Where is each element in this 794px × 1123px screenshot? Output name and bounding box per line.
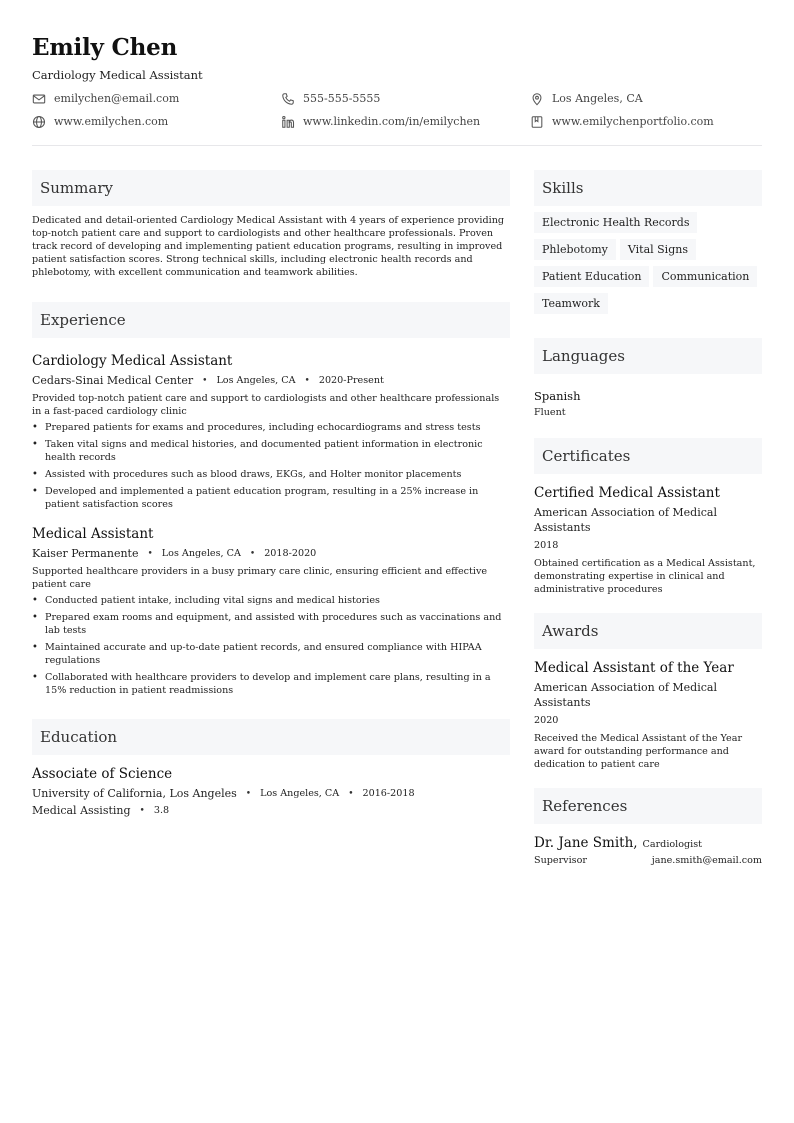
job-description: Supported healthcare providers in a busy primary care clinic, ensuring efficient and effective patient care [32,566,488,590]
bullet-item: • Developed and implemented a patient education program, resulting in a 25% increase in patient satisfaction scores [32,486,479,510]
contact-phone[interactable] [281,91,530,107]
award-description: Received the Medical Assistant of the Year award for outstanding performance and dedication to patient care [534,733,743,770]
job-company: Cedars-Sinai Medical Center [32,374,194,387]
skill-tag: Communication [653,266,757,287]
right-column [534,170,762,866]
linkedin-text: www.linkedin.com/in/emilychen [303,115,481,128]
contact-website[interactable] [32,114,281,130]
bullet-item: • Conducted patient intake, including vital signs and medical histories [32,595,380,606]
summary-heading: Summary [32,170,510,206]
reference-row [534,834,762,852]
email-text: emilychen@email.com [54,92,180,105]
bullet-item: • Prepared exam rooms and equipment, and assisted with procedures such as vaccinations and lab tests [32,612,502,636]
certificates-heading: Certificates [534,438,762,474]
bullet-item: • Taken vital signs and medical histories, and documented patient information in electronic health records [32,439,483,463]
job-dates: 2018-2020 [264,548,317,559]
contact-location [530,91,762,107]
job-entry [32,352,510,511]
linkedin-icon [281,115,295,129]
job-description: Provided top-notch patient care and support to cardiologists and other healthcare professionals in a fast-paced cardiology clinic [32,393,500,417]
school-location: Los Angeles, CA [260,788,340,799]
certificate-title: Certified Medical Assistant [534,485,720,501]
separator-dot: • [147,548,153,559]
certificate-org: American Association of Medical Assistants [534,506,717,534]
award-title: Medical Assistant of the Year [534,660,734,676]
education-heading: Education [32,719,510,755]
globe-icon [32,115,46,129]
map-pin-icon [530,92,544,106]
left-column [32,170,510,817]
separator-dot: • [139,805,145,816]
job-location: Los Angeles, CA [161,548,241,559]
skills-heading: Skills [534,170,762,206]
skills-list [534,212,762,320]
reference-relation: Supervisor [534,855,587,866]
experience-heading: Experience [32,302,510,338]
job-title: Cardiology Medical Assistant [32,353,233,369]
phone-text: 555-555-5555 [303,92,381,105]
mail-icon [32,92,46,106]
award-org: American Association of Medical Assistants [534,681,717,709]
phone-icon [281,92,295,106]
website-text: www.emilychen.com [54,115,169,128]
bullet-item: • Maintained accurate and up-to-date patient records, and ensured compliance with HIPAA regulations [32,642,482,666]
award-year: 2020 [534,715,559,726]
job-company: Kaiser Permanente [32,547,139,560]
skill-tag: Electronic Health Records [534,212,697,233]
skill-tag: Vital Signs [620,239,696,260]
separator-dot: • [202,375,208,386]
gpa-value: 3.8 [153,805,170,816]
header-divider [32,145,762,146]
contact-email[interactable] [32,91,281,107]
reference-name: Dr. Jane Smith, [534,835,638,851]
education-meta [32,787,510,800]
language-name: Spanish [534,389,581,403]
bullet-item: • Collaborated with healthcare providers to develop and implement care plans, resulting in a 15% reduction in patient readmissions [32,672,491,696]
contact-portfolio[interactable] [530,114,762,130]
job-location: Los Angeles, CA [216,375,296,386]
reference-details [534,855,762,866]
bullet-item: • Prepared patients for exams and procedures, including echocardiograms and stress tests [32,422,481,433]
summary-text: Dedicated and detail-oriented Cardiology Medical Assistant with 4 years of experience providing top-notch patient care and support to cardiologists and other healthcare professionals. Proven track record of developing and implementing patient education programs, resulting in improved patient satisfaction scores. Strong technical skills, including electronic health records and phlebotomy, with excellent communication and teamwork abilities. [32,215,505,278]
separator-dot: • [245,788,252,799]
awards-heading: Awards [534,613,762,649]
languages-heading: Languages [534,338,762,374]
skill-tag: Patient Education [534,266,649,287]
job-meta [32,547,510,560]
portfolio-icon [530,115,544,129]
resume-header [32,30,762,130]
certificate-year: 2018 [534,540,559,551]
separator-dot: • [304,375,310,386]
job-title: Medical Assistant [32,526,154,542]
job-entry [32,525,510,697]
education-field-meta [32,804,510,817]
school-name: University of California, Los Angeles [32,787,237,800]
separator-dot: • [348,788,354,799]
job-bullets [32,421,510,511]
field-of-study: Medical Assisting [32,804,131,817]
degree-title: Associate of Science [32,766,173,782]
language-level: Fluent [534,407,566,418]
location-text: Los Angeles, CA [552,92,643,105]
contact-linkedin[interactable] [281,114,530,130]
portfolio-text: www.emilychenportfolio.com [552,115,714,128]
job-meta [32,374,510,387]
job-bullets [32,594,510,697]
references-heading: References [534,788,762,824]
reference-role: Cardiologist [642,839,702,850]
skill-tag: Phlebotomy [534,239,616,260]
skill-tag: Teamwork [534,293,608,314]
candidate-title: Cardiology Medical Assistant [32,68,203,82]
job-dates: 2020-Present [318,375,384,386]
reference-email[interactable]: jane.smith@email.com [651,855,762,866]
certificate-description: Obtained certification as a Medical Assistant, demonstrating expertise in clinical and administrative procedures [534,558,756,595]
education-dates: 2016-2018 [362,788,415,799]
candidate-name: Emily Chen [32,34,178,61]
contact-grid [32,91,762,130]
separator-dot: • [249,548,256,559]
bullet-item: • Assisted with procedures such as blood draws, EKGs, and Holter monitor placements [32,469,462,480]
